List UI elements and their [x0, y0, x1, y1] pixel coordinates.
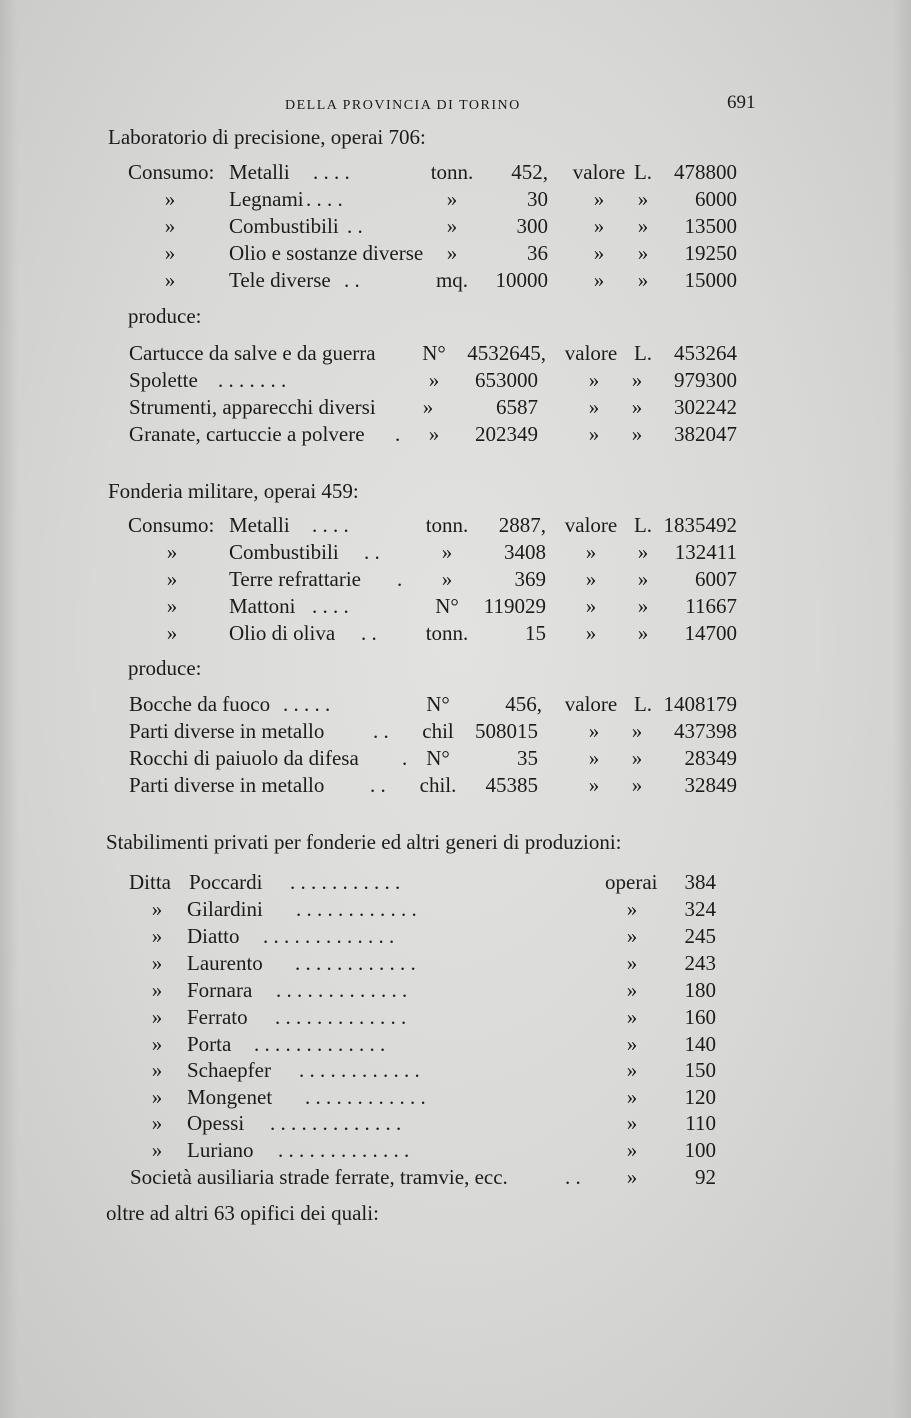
firm-name: Poccardi	[189, 870, 263, 894]
leader-dots: . . . . . . . . . . . .	[295, 951, 416, 975]
ditto-mark: »	[166, 567, 178, 591]
leader-dots: .	[402, 746, 408, 770]
value-label-l: »	[631, 368, 643, 392]
produce-label: produce:	[128, 656, 202, 680]
value-label-l: »	[637, 214, 649, 238]
leader-dots: . .	[361, 621, 377, 645]
value-label-l: »	[637, 268, 649, 292]
ditto-mark: »	[626, 978, 638, 1002]
value-label: »	[593, 268, 605, 292]
unit: N°	[435, 594, 459, 618]
value-label-l: »	[631, 422, 643, 446]
quantity: 15	[525, 621, 546, 645]
leader-dots: . . . . . . .	[218, 368, 287, 392]
quantity: 45385	[485, 773, 538, 797]
value: 19250	[684, 241, 737, 265]
value-label-l: »	[631, 773, 643, 797]
value: 437398	[674, 719, 737, 743]
leader-dots: . . . . . . . . . . . . .	[263, 924, 395, 948]
consumo-label: Consumo:	[128, 160, 215, 184]
page-number: 691	[727, 92, 756, 113]
value: 28349	[684, 746, 737, 770]
value-label-l: L.	[633, 160, 653, 184]
item-name: Cartucce da salve e da guerra	[129, 341, 376, 365]
ditto-mark: »	[626, 924, 638, 948]
value-label-l: »	[631, 395, 643, 419]
firm-name: Diatto	[187, 924, 240, 948]
leader-dots: . . . . . . . . . . .	[290, 870, 401, 894]
quantity: 452,	[511, 160, 548, 184]
workers-label: operai	[605, 870, 658, 894]
quantity: 36	[527, 241, 548, 265]
quantity: 30	[527, 187, 548, 211]
unit: »	[422, 395, 434, 419]
quantity: 35	[517, 746, 538, 770]
value-label-l: L.	[633, 341, 653, 365]
ditto-mark: »	[164, 214, 176, 238]
quantity: 456,	[505, 692, 542, 716]
item-name: Rocchi di paiuolo da difesa	[129, 746, 359, 770]
firm-name: Schaepfer	[187, 1058, 271, 1082]
value: 15000	[684, 268, 737, 292]
leader-dots: .	[397, 567, 403, 591]
value-label: valore	[564, 692, 618, 716]
leader-dots: . . . . . . . . . . . .	[296, 897, 417, 921]
worker-count: 100	[684, 1138, 716, 1162]
ditto-mark: »	[151, 1058, 163, 1082]
firm-name: Fornara	[187, 978, 253, 1002]
quantity: 119029	[483, 594, 546, 618]
quantity: 369	[514, 567, 546, 591]
leader-dots: . . . .	[313, 160, 350, 184]
value: 478800	[674, 160, 737, 184]
value: 132411	[674, 540, 737, 564]
value-label-l: »	[637, 241, 649, 265]
value: 453264	[674, 341, 737, 365]
leader-dots: . .	[364, 540, 380, 564]
value-label: »	[588, 719, 600, 743]
unit: N°	[426, 692, 450, 716]
worker-count: 120	[684, 1085, 716, 1109]
unit: »	[446, 187, 458, 211]
firm-name: Ferrato	[187, 1005, 248, 1029]
quantity: 508015	[475, 719, 538, 743]
leader-dots: .	[395, 422, 401, 446]
value: 11667	[685, 594, 737, 618]
worker-count: 245	[684, 924, 716, 948]
value: 6000	[695, 187, 737, 211]
unit: »	[446, 214, 458, 238]
value: 302242	[674, 395, 737, 419]
society-name: Società ausiliaria strade ferrate, tramvie, ecc.	[130, 1165, 508, 1189]
value-label: »	[593, 187, 605, 211]
unit: chil	[422, 719, 454, 743]
value-label: »	[588, 422, 600, 446]
ditto-mark: »	[626, 1085, 638, 1109]
ditto-mark: »	[166, 540, 178, 564]
ditto-mark: »	[151, 1111, 163, 1135]
leader-dots: . . . .	[312, 594, 349, 618]
leader-dots: . . . .	[306, 187, 343, 211]
leader-dots: . . . . .	[283, 692, 331, 716]
leader-dots: . . . . . . . . . . . . .	[254, 1032, 386, 1056]
item-name: Tele diverse	[229, 268, 331, 292]
unit: »	[428, 368, 440, 392]
ditto-mark: »	[166, 621, 178, 645]
leader-dots: . .	[344, 268, 360, 292]
unit: »	[446, 241, 458, 265]
item-name: Legnami	[229, 187, 304, 211]
value-label: »	[588, 368, 600, 392]
value-label-l: »	[637, 621, 649, 645]
unit: chil.	[419, 773, 457, 797]
value: 14700	[684, 621, 737, 645]
quantity: 202349	[475, 422, 538, 446]
ditto-mark: »	[164, 187, 176, 211]
leader-dots: . . . . . . . . . . . .	[305, 1085, 426, 1109]
worker-count: 384	[684, 870, 716, 894]
section-heading-laboratorio: Laboratorio di precisione, operai 706:	[108, 125, 426, 149]
value-label: »	[585, 567, 597, 591]
item-name: Olio e sostanze diverse	[229, 241, 424, 265]
unit: N°	[422, 341, 446, 365]
item-name: Terre refrattarie	[229, 567, 361, 591]
quantity: 6587	[496, 395, 538, 419]
item-name: Combustibili	[229, 540, 339, 564]
item-name: Strumenti, apparecchi diversi	[129, 395, 376, 419]
ditto-mark: »	[151, 951, 163, 975]
value-label: »	[585, 540, 597, 564]
section-heading-fonderia: Fonderia militare, operai 459:	[108, 479, 359, 503]
leader-dots: . . . . . . . . . . . .	[299, 1058, 420, 1082]
value-label-l: »	[631, 719, 643, 743]
item-name: Olio di oliva	[229, 621, 336, 645]
item-name: Spolette	[129, 368, 198, 392]
ditto-mark: »	[151, 924, 163, 948]
worker-count: 160	[684, 1005, 716, 1029]
produce-label: produce:	[128, 304, 202, 328]
ditto-mark: »	[151, 1138, 163, 1162]
ditto-mark: »	[151, 1032, 163, 1056]
value-label: »	[593, 214, 605, 238]
firm-name: Luriano	[187, 1138, 254, 1162]
ditto-mark: »	[626, 1111, 638, 1135]
firm-name: Porta	[187, 1032, 232, 1056]
leader-dots: . . . . . . . . . . . . .	[275, 1005, 407, 1029]
quantity: 4532645,	[467, 341, 546, 365]
firm-name: Mongenet	[187, 1085, 273, 1109]
value: 1408179	[663, 692, 737, 716]
worker-count: 140	[684, 1032, 716, 1056]
value: 6007	[695, 567, 737, 591]
worker-count: 92	[695, 1165, 716, 1189]
value-label-l: »	[637, 540, 649, 564]
value-label-l: L.	[633, 513, 653, 537]
value-label: »	[593, 241, 605, 265]
unit: »	[428, 422, 440, 446]
value: 382047	[674, 422, 737, 446]
ditto-mark: »	[151, 978, 163, 1002]
unit: tonn.	[430, 160, 474, 184]
worker-count: 180	[684, 978, 716, 1002]
running-title: DELLA PROVINCIA DI TORINO	[285, 98, 521, 113]
quantity: 10000	[495, 268, 548, 292]
ditto-mark: »	[164, 241, 176, 265]
value-label: »	[588, 746, 600, 770]
ditto-mark: »	[164, 268, 176, 292]
value-label: »	[588, 395, 600, 419]
page-edge-shadow-right	[893, 0, 911, 1418]
worker-count: 243	[684, 951, 716, 975]
value-label: »	[585, 594, 597, 618]
leader-dots: . .	[347, 214, 363, 238]
quantity: 2887,	[498, 513, 546, 537]
value-label: valore	[572, 160, 626, 184]
value: 13500	[684, 214, 737, 238]
item-name: Parti diverse in metallo	[129, 773, 325, 797]
value-label: valore	[564, 513, 618, 537]
firm-name: Opessi	[187, 1111, 245, 1135]
quantity: 3408	[504, 540, 546, 564]
item-name: Metalli	[229, 160, 290, 184]
value: 979300	[674, 368, 737, 392]
value: 1835492	[663, 513, 737, 537]
value-label: valore	[564, 341, 618, 365]
item-name: Metalli	[229, 513, 290, 537]
ditto-mark: »	[626, 1138, 638, 1162]
closing-line: oltre ad altri 63 opifici dei quali:	[106, 1201, 379, 1225]
item-name: Combustibili	[229, 214, 339, 238]
item-name: Bocche da fuoco	[129, 692, 271, 716]
ditto-mark: »	[626, 1032, 638, 1056]
ditto-mark: »	[626, 1058, 638, 1082]
unit: tonn.	[425, 513, 469, 537]
leader-dots: . .	[373, 719, 389, 743]
value-label: »	[588, 773, 600, 797]
section-heading-stabilimenti: Stabilimenti privati per fonderie ed altri generi di produzioni:	[106, 830, 622, 854]
firm-name: Laurento	[187, 951, 263, 975]
leader-dots: . .	[565, 1165, 581, 1189]
ditto-mark: »	[151, 1085, 163, 1109]
value-label-l: »	[637, 187, 649, 211]
value-label: »	[585, 621, 597, 645]
leader-dots: . . . .	[312, 513, 349, 537]
ditto-mark: »	[626, 1005, 638, 1029]
item-name: Parti diverse in metallo	[129, 719, 325, 743]
value: 32849	[684, 773, 737, 797]
item-name: Mattoni	[229, 594, 296, 618]
quantity: 300	[516, 214, 548, 238]
ditto-mark: »	[626, 1165, 638, 1189]
value-label-l: »	[631, 746, 643, 770]
page-edge-shadow-left	[0, 0, 18, 1418]
value-label-l: L.	[633, 692, 653, 716]
worker-count: 110	[685, 1111, 716, 1135]
leader-dots: . .	[370, 773, 386, 797]
unit: »	[441, 567, 453, 591]
ditto-mark: »	[166, 594, 178, 618]
leader-dots: . . . . . . . . . . . . .	[278, 1138, 410, 1162]
worker-count: 324	[684, 897, 716, 921]
leader-dots: . . . . . . . . . . . . .	[276, 978, 408, 1002]
consumo-label: Consumo:	[128, 513, 215, 537]
unit: »	[441, 540, 453, 564]
leader-dots: . . . . . . . . . . . . .	[270, 1111, 402, 1135]
value-label-l: »	[637, 567, 649, 591]
ditto-mark: »	[151, 897, 163, 921]
worker-count: 150	[684, 1058, 716, 1082]
unit: mq.	[435, 268, 469, 292]
ditto-mark: »	[626, 897, 638, 921]
ditto-mark: »	[151, 1005, 163, 1029]
ditto-mark: »	[626, 951, 638, 975]
unit: N°	[426, 746, 450, 770]
value-label-l: »	[637, 594, 649, 618]
item-name: Granate, cartuccie a polvere	[129, 422, 365, 446]
unit: tonn.	[425, 621, 469, 645]
firm-prefix: Ditta	[129, 870, 171, 894]
firm-name: Gilardini	[187, 897, 263, 921]
quantity: 653000	[475, 368, 538, 392]
